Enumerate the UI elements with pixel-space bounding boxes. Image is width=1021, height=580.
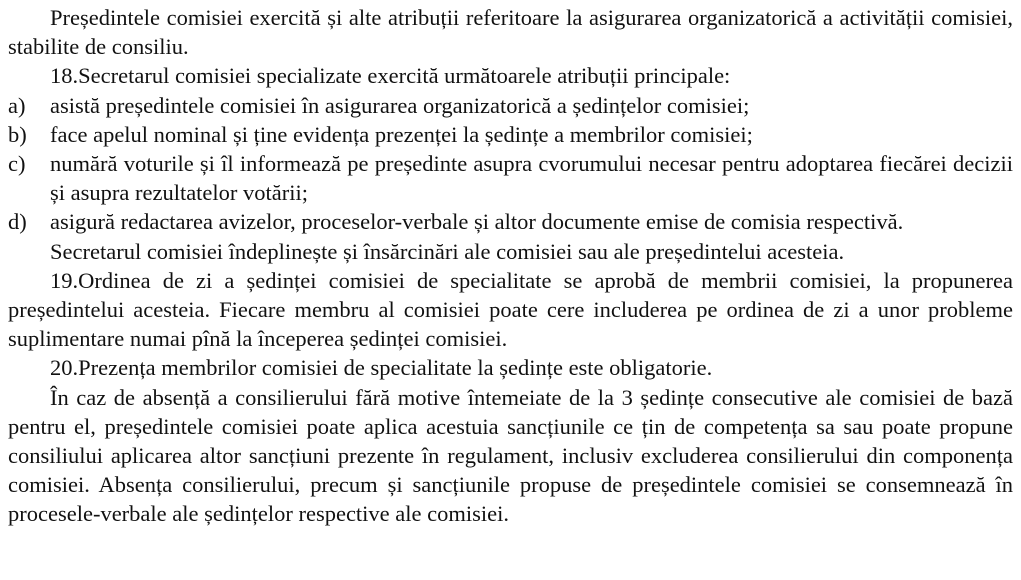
list-item [8,207,1013,236]
paragraph-secretary-tasks: Secretarul comisiei îndeplinește și însărcinări ale comisiei sau ale președintelui acesteia. [50,238,845,264]
paragraph-president-duties: Președintele comisiei exercită și alte atribuții referitoare la asigurarea organizatorică a activității comisiei, stabilite de consiliu. [8,5,1013,60]
paragraph-19-agenda: 19.Ordinea de zi a ședinței comisiei de specialitate se aprobă de membrii comisiei, la propunerea președintelui acesteia. Fiecare membru al comisiei poate cere includerea pe ordinea de zi a unor probleme suplimentare numai pînă la începerea ședinței comisiei. [8,267,1013,352]
list-marker: b) [8,121,27,147]
list-item-text: face apelul nominal și ține evidența prezenței la ședințe a membrilor comisiei; [50,121,753,147]
list-item [8,120,1013,149]
list-marker: c) [8,151,26,177]
list-marker: a) [8,92,26,118]
paragraph-20-attendance: 20.Prezența membrilor comisiei de specialitate la ședințe este obligatorie. [50,355,713,381]
list-item-text: numără voturile și îl informează pe președinte asupra cvorumului necesar pentru adoptarea fiecărei decizii și asupra rezultatelor votării; [50,151,1013,206]
secretary-duties-list [8,91,1013,237]
paragraph-absence-sanctions: În caz de absență a consilierului fără motive întemeiate de la 3 ședințe consecutive ale comisiei de bază pentru el, președintele comisiei poate aplica acestuia sancțiunile ce țin de competența sa sau poate propune consiliului aplicarea altor sancțiuni prezente în regulament, inclusiv excluderea consilierului din componența comisiei. Absența consilierului, precum și sancțiunile propuse de președintele comisiei se consemnează în procesele-verbale ale ședințelor respective ale comisiei. [8,384,1013,527]
paragraph-18-secretary: 18.Secretarul comisiei specializate exercită următoarele atribuții principale: [50,63,731,89]
list-marker: d) [8,209,27,235]
list-item-text: asistă președintele comisiei în asigurarea organizatorică a ședințelor comisiei; [50,92,750,118]
list-item [8,149,1013,207]
list-item-text: asigură redactarea avizelor, proceselor-verbale și altor documente emise de comisia respectivă. [50,209,904,235]
list-item [8,91,1013,120]
